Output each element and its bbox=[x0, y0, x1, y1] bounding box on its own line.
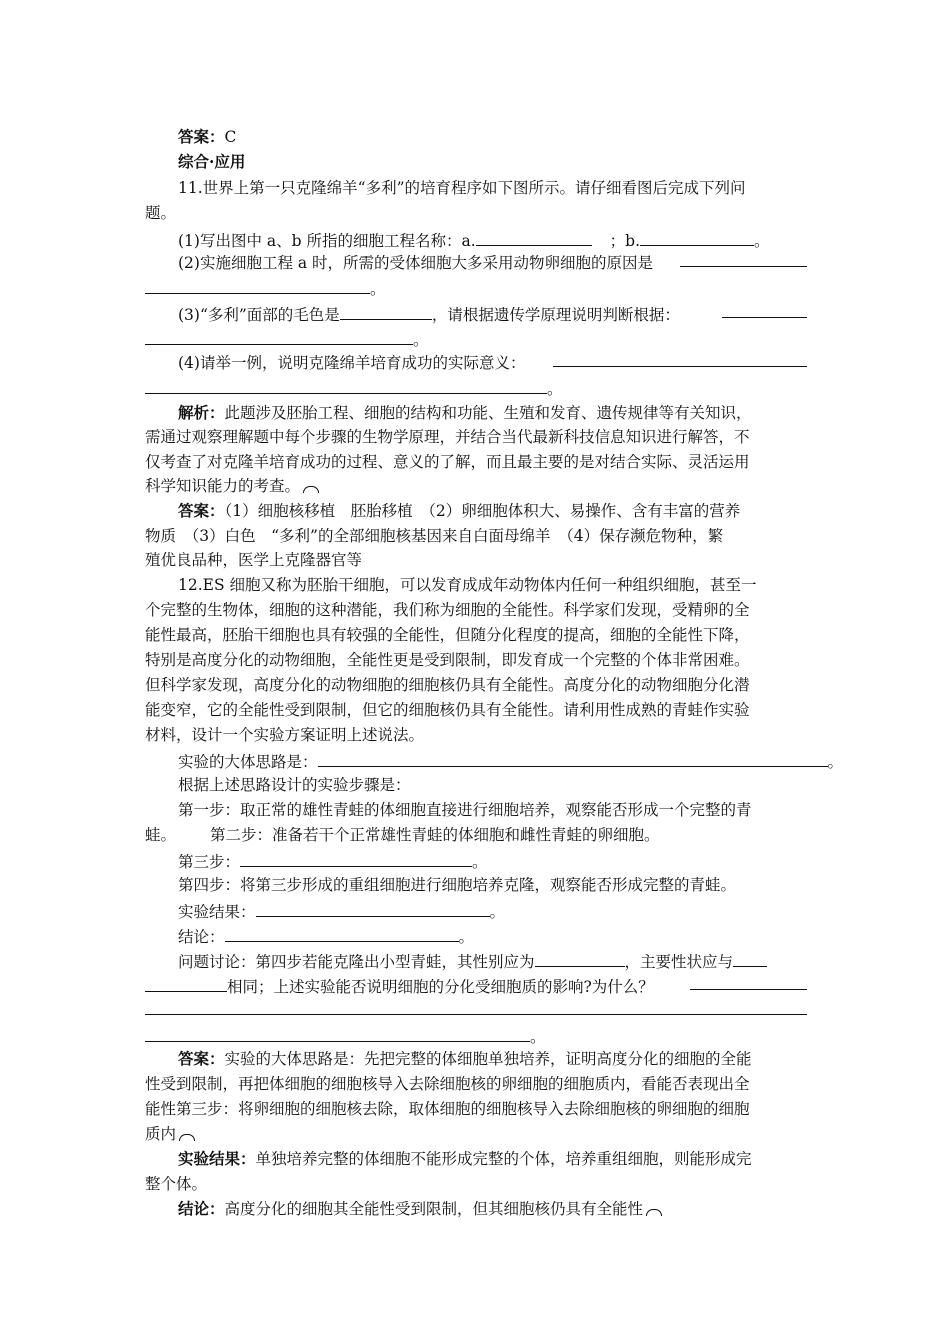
q12-stem-line-5: 但科学家发现，高度分化的动物细胞的细胞核仍具有全能性。高度分化的动物细胞分化潜 bbox=[145, 676, 750, 694]
q12-step1-cont bbox=[145, 824, 810, 846]
q12-stem-line-6: 能变窄，它的全能性受到限制，但它的细胞核仍具有全能性。请利用性成熟的青蛙作实验 bbox=[145, 701, 750, 719]
q12-why-blank-2[interactable] bbox=[145, 1014, 807, 1015]
q11-part4-blank-1[interactable] bbox=[553, 366, 807, 367]
q12-conclusion-answer bbox=[178, 1198, 843, 1220]
q11-part2-blank-1[interactable] bbox=[680, 266, 807, 267]
q12-stem-line-2: 个完整的生物体，细胞的这种潜能，我们称为细胞的全能性。科学家们发现，受精卵的全 bbox=[145, 601, 750, 619]
q12-conclusion bbox=[178, 924, 843, 948]
q11-part1-text-a: (1)写出图中 a、b 所指的细胞工程名称：a. bbox=[178, 232, 476, 250]
section-title: 综合·应用 bbox=[178, 152, 246, 171]
q12-idea-blank[interactable] bbox=[318, 749, 828, 767]
period: 。 bbox=[489, 903, 506, 921]
result-answer-text: 单独培养完整的体细胞不能形成完整的个体，培养重组细胞，则能形成完 bbox=[255, 1150, 752, 1168]
q12-result-answer-line-1 bbox=[178, 1148, 843, 1170]
answer-text: （1）细胞核移植 胚胎移植 （2）卵细胞体积大、易操作、含有丰富的营养 bbox=[224, 502, 741, 520]
q12-result-blank[interactable] bbox=[256, 899, 490, 917]
q11-stem-line-1: 11.世界上第一只克隆绵羊“多利”的培育程序如下图所示。请仔细看图后完成下列问 bbox=[178, 179, 746, 197]
answer-label: 答案： bbox=[178, 127, 225, 146]
q10-answer-line bbox=[178, 126, 843, 148]
q11-part3-text-b: ，请根据遗传学原理说明判断根据： bbox=[431, 306, 680, 324]
q12-why-cont bbox=[145, 1024, 810, 1048]
q12-why-blank-3[interactable] bbox=[145, 1024, 530, 1042]
q12-step3 bbox=[178, 849, 843, 873]
period: 。 bbox=[370, 280, 386, 298]
q12-answer-line-3: 能性第三步：将卵细胞的细胞核去除，取体细胞的细胞核导入去除细胞核的卵细胞的细胞 bbox=[145, 1100, 750, 1118]
step3-label: 第三步： bbox=[178, 853, 241, 871]
q12-discussion-cont bbox=[145, 974, 810, 998]
answer-label: 答案： bbox=[178, 1049, 225, 1068]
q11-part2-blank-2[interactable] bbox=[145, 276, 370, 294]
q11-part3 bbox=[178, 302, 843, 326]
q11-part3-blank-reason-1[interactable] bbox=[722, 317, 807, 318]
period: 。 bbox=[472, 853, 488, 871]
period: 。 bbox=[458, 928, 475, 946]
q12-step3-blank[interactable] bbox=[240, 849, 472, 867]
q11-answer-line-2: 物质 （3）白色 “多利”的全部细胞核基因来自白面母绵羊 （4）保存濒危物种，繁 bbox=[145, 527, 724, 545]
q11-stem-line-2: 题。 bbox=[145, 204, 177, 222]
discussion-text-c: 相同；上述实验能否说明细胞的分化受细胞质的影响?为什么？ bbox=[227, 978, 654, 996]
q12-conclusion-blank[interactable] bbox=[225, 924, 459, 942]
q11-part4-blank-2[interactable] bbox=[145, 376, 547, 394]
period: 。 bbox=[547, 380, 563, 398]
q11-part4-text: (4)请举一例，说明克隆绵羊培育成功的实际意义： bbox=[178, 354, 526, 372]
q11-analysis-line-1 bbox=[178, 402, 843, 424]
q11-blank-a[interactable] bbox=[476, 228, 592, 246]
analysis-label: 解析： bbox=[178, 403, 225, 422]
q11-part2-text: (2)实施细胞工程 a 时，所需的受体细胞大多采用动物卵细胞的原因是 bbox=[178, 254, 654, 272]
period: 。 bbox=[413, 331, 429, 349]
q12-steps-intro: 根据上述思路设计的实验步骤是： bbox=[178, 776, 411, 794]
q11-part3-blank-color[interactable] bbox=[340, 302, 432, 320]
answer-value: C bbox=[224, 128, 237, 146]
q12-trait-blank-2[interactable] bbox=[145, 974, 227, 992]
q12-stem-line-7: 材料，设计一个实验方案证明上述说法。 bbox=[145, 726, 425, 744]
q12-stem-line-4: 特别是高度分化的动物细胞，全能性更是受到限制，即发育成一个完整的个体非常困难。 bbox=[145, 651, 750, 669]
q12-answer-line-4 bbox=[145, 1123, 810, 1145]
step1-end: 蛙。 bbox=[145, 826, 177, 844]
q12-stem-line-3: 能性最高，胚胎干细胞也具有较强的全能性，但随分化程度的提高，细胞的全能性下降， bbox=[145, 626, 750, 644]
q12-step1: 第一步：取正常的雄性青蛙的体细胞直接进行细胞培养，观察能否形成一个完整的青 bbox=[178, 801, 752, 819]
q11-part3-text-a: (3)“多利”面部的毛色是 bbox=[178, 306, 340, 324]
period: 。 bbox=[827, 753, 844, 771]
q11-answer-line-1 bbox=[178, 500, 843, 522]
paragraph-mark-icon bbox=[303, 486, 319, 493]
q11-part4-cont bbox=[145, 376, 810, 400]
paragraph-mark-icon bbox=[646, 1209, 662, 1216]
idea-label: 实验的大体思路是： bbox=[178, 753, 318, 771]
q12-step2: 第二步：准备若干个正常雄性青蛙的体细胞和雌性青蛙的卵细胞。 bbox=[210, 826, 660, 844]
period: 。 bbox=[530, 1028, 546, 1046]
q11-part4 bbox=[178, 352, 843, 374]
q11-analysis-line-4 bbox=[145, 475, 810, 497]
q11-part3-cont bbox=[145, 327, 810, 351]
q12-stem-line-1: 12.ES 细胞又称为胚胎干细胞，可以发育成成年动物体内任何一种组织细胞，甚至一 bbox=[178, 576, 757, 594]
answer-label: 答案： bbox=[178, 501, 225, 520]
answer-text: 质内 bbox=[145, 1125, 177, 1143]
discussion-text-a: 问题讨论：第四步若能克隆出小型青蛙，其性别应为 bbox=[178, 953, 535, 971]
q11-part3-blank-reason-2[interactable] bbox=[145, 327, 413, 345]
q11-answer-line-3: 殖优良品种，医学上克隆器官等 bbox=[145, 551, 363, 569]
analysis-text: 此题涉及胚胎工程、细胞的结构和功能、生殖和发育、遗传规律等有关知识， bbox=[224, 404, 752, 422]
q12-discussion bbox=[178, 949, 843, 973]
q12-why-blank-1[interactable] bbox=[690, 989, 807, 990]
answer-text: 实验的大体思路是：先把完整的体细胞单独培养，证明高度分化的细胞的全能 bbox=[224, 1050, 752, 1068]
q12-answer-line-2: 性受到限制，再把体细胞的细胞核导入去除细胞核的卵细胞的细胞质内，看能否表现出全 bbox=[145, 1075, 750, 1093]
q11-blank-b[interactable] bbox=[640, 228, 754, 246]
q12-answer-line-1 bbox=[178, 1048, 843, 1070]
conclusion-answer-label: 结论： bbox=[178, 1199, 225, 1218]
q12-result-answer-line-2: 整个体。 bbox=[145, 1175, 208, 1193]
q11-part1 bbox=[178, 228, 843, 252]
q12-sex-blank[interactable] bbox=[535, 949, 625, 967]
conclusion-answer-text: 高度分化的细胞其全能性受到限制，但其细胞核仍具有全能性 bbox=[224, 1200, 644, 1218]
q12-idea bbox=[178, 749, 843, 773]
q11-part2 bbox=[178, 252, 843, 274]
q11-analysis-line-2: 需通过观察理解题中每个步骤的生物学原理，并结合当代最新科技信息知识进行解答，不 bbox=[145, 428, 750, 446]
q12-step4: 第四步：将第三步形成的重组细胞进行细胞培养克隆，观察能否形成完整的青蛙。 bbox=[178, 876, 737, 894]
discussion-text-b: ，主要性状应与 bbox=[624, 953, 734, 971]
q11-part1-text-b: ；b. bbox=[609, 232, 641, 250]
period: 。 bbox=[754, 232, 770, 250]
analysis-text: 科学知识能力的考查。 bbox=[145, 477, 301, 495]
q11-analysis-line-3: 仅考查了对克隆羊培育成功的过程、意义的了解，而且最主要的是对结合实际、灵活运用 bbox=[145, 453, 750, 471]
q11-part2-cont bbox=[145, 276, 810, 300]
conclusion-label: 结论： bbox=[178, 928, 225, 946]
q12-result bbox=[178, 899, 843, 923]
q12-trait-blank-1[interactable] bbox=[733, 949, 767, 967]
result-answer-label: 实验结果： bbox=[178, 1149, 256, 1168]
result-label: 实验结果： bbox=[178, 903, 256, 921]
paragraph-mark-icon bbox=[179, 1134, 195, 1141]
